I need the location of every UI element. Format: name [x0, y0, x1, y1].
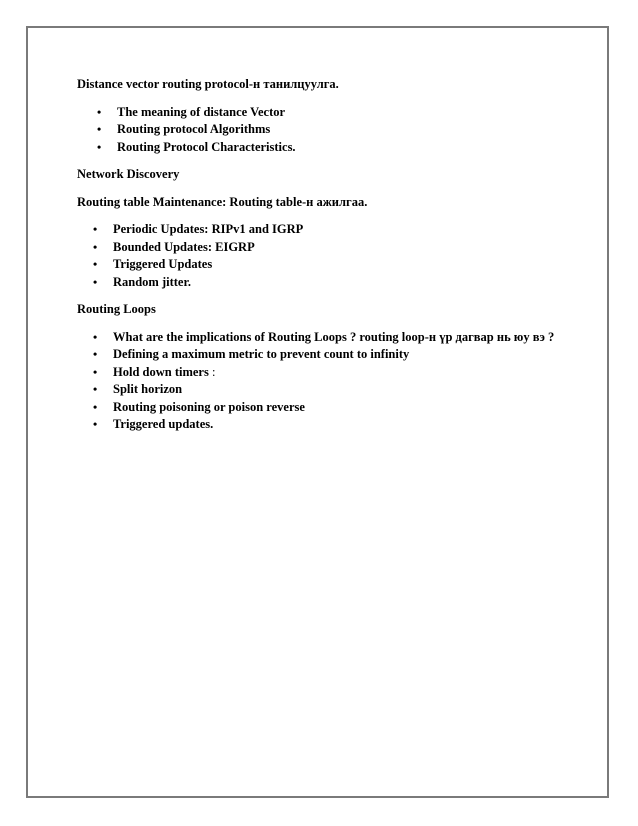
bullet-icon: • [93, 274, 98, 289]
list-item: • Triggered updates. [77, 416, 597, 434]
list-item: • What are the implications of Routing Loops ? routing loop-н үр дагвар нь юу вэ ? [77, 329, 597, 347]
bullet-icon: • [93, 347, 98, 361]
section-heading-distance-vector: Distance vector routing protocol-н танилцуулга. [77, 77, 339, 91]
bullet-icon: • [97, 104, 102, 119]
bullet-icon: • [93, 417, 98, 431]
list-item: • Hold down timers : [77, 364, 597, 382]
list-item: • The meaning of distance Vector [77, 104, 597, 122]
bullet-icon: • [93, 329, 98, 344]
section-heading-network-discovery: Network Discovery [77, 167, 180, 181]
bullet-icon: • [93, 222, 98, 236]
bullet-icon: • [93, 399, 98, 414]
bullet-icon: • [97, 122, 102, 136]
list-item: • Bounded Updates: EIGRP [77, 239, 597, 257]
bullet-icon: • [93, 382, 98, 396]
bullet-list-routing-table [77, 221, 597, 291]
bullet-icon: • [97, 139, 102, 154]
section-heading-routing-loops: Routing Loops [77, 302, 156, 316]
bullet-icon: • [93, 239, 98, 254]
bullet-list-routing-loops [77, 329, 597, 434]
list-item: • Defining a maximum metric to prevent count to infinity [77, 346, 597, 364]
list-item: • Periodic Updates: RIPv1 and IGRP [77, 221, 597, 239]
bullet-icon: • [93, 364, 98, 379]
hold-down-colon: : [208, 364, 216, 379]
document-body [77, 76, 597, 444]
list-item: • Random jitter. [77, 274, 597, 292]
list-item: • Triggered Updates [77, 256, 597, 274]
list-item: • Routing poisoning or poison reverse [77, 399, 597, 417]
list-item: • Routing protocol Algorithms [77, 121, 597, 139]
bullet-icon: • [93, 257, 98, 271]
section-heading-routing-table: Routing table Maintenance: Routing table-н ажилгаа. [77, 194, 368, 209]
list-item: • Split horizon [77, 381, 597, 399]
bullet-list-distance-vector [77, 104, 597, 157]
list-item: • Routing Protocol Characteristics. [77, 139, 597, 157]
